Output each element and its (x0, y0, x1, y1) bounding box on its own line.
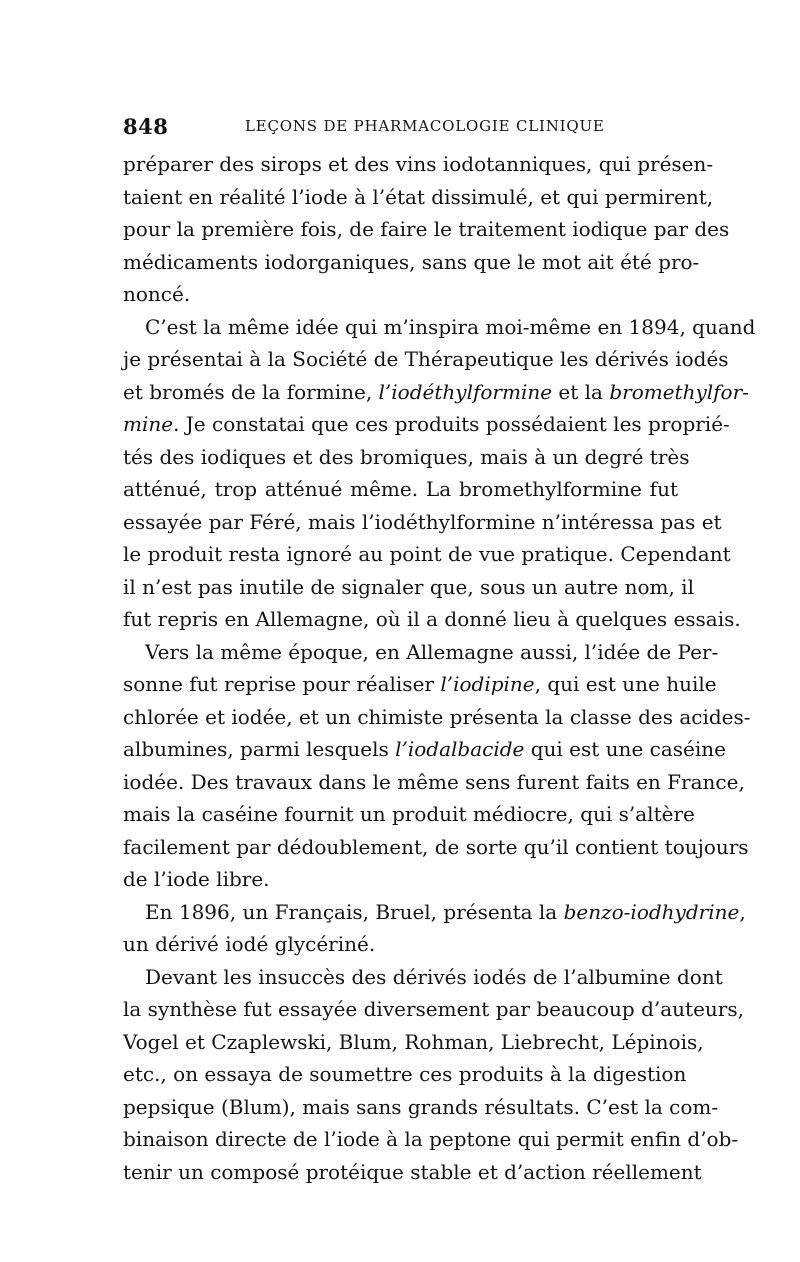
text-line: pour la première fois, de faire le traitement iodique par des (123, 217, 730, 241)
text-line: mais la caséine fournit un produit médiocre, qui s’altère (123, 802, 695, 826)
text-line: préparer des sirops et des vins iodotanniques, qui présen- (123, 152, 714, 176)
text-line: iodée. Des travaux dans le même sens furent faits en France, (123, 769, 745, 794)
text-line: le produit resta ignoré au point de vue pratique. Cependant (123, 542, 731, 566)
text-line: taient en réalité l’iode à l’état dissimulé, et qui permirent, (123, 184, 714, 209)
paragraph-start-line: En 1896, un Français, Bruel, présenta la benzo-iodhydrine, (145, 899, 746, 924)
text-line: la synthèse fut essayée diversement par beaucoup d’auteurs, (123, 997, 744, 1021)
page-header (123, 114, 678, 142)
page-number: 848 (123, 114, 169, 139)
text-line: médicaments iodorganiques, sans que le mot ait été pro- (123, 249, 700, 274)
text-line: et bromés de la formine, l’iodéthylformine et la bromethylfor- (123, 379, 749, 404)
text-line: chlorée et iodée, et un chimiste présenta la classe des acides- (123, 704, 751, 729)
text-line: Vogel et Czaplewski, Blum, Rohman, Liebrecht, Lépinois, (123, 1029, 704, 1054)
text-line: atténué, trop atténué même. La bromethylformine fut (123, 477, 678, 501)
italic-term: bromethylfor- (609, 379, 749, 404)
text-line: essayée par Féré, mais l’iodéthylformine n’intéressa pas et (123, 509, 722, 534)
text-line: albumines, parmi lesquels l’iodalbacide qui est une caséine (123, 737, 726, 761)
text-line: tés des iodiques et des bromiques, mais à un degré très (123, 444, 690, 469)
text-line: un dérivé iodé glycériné. (123, 932, 376, 956)
paragraph-start-line: C’est la même idée qui m’inspira moi-même en 1894, quand (145, 314, 756, 339)
text-line: fut repris en Allemagne, où il a donné lieu à quelques essais. (123, 607, 741, 631)
text-line: je présentai à la Société de Thérapeutique les dérivés iodés (123, 347, 729, 371)
text-line: sonne fut reprise pour réaliser l’iodipine, qui est une huile (123, 672, 717, 696)
text-line: tenir un composé protéique stable et d’action réellement (123, 1159, 702, 1184)
text-line: binaison directe de l’iode à la peptone qui permit enfin d’ob- (123, 1127, 739, 1151)
paragraph-start-line: Devant les insuccès des dérivés iodés de l’albumine dont (145, 964, 723, 989)
text-line: mine. Je constatai que ces produits possédaient les proprié- (123, 412, 730, 436)
italic-term: benzo-iodhydrine (563, 899, 740, 924)
paragraph-start-line: Vers la même époque, en Allemagne aussi, l’idée de Per- (145, 639, 719, 664)
italic-term: l’iodéthylformine (378, 379, 553, 404)
text-line: de l’iode libre. (123, 867, 270, 891)
text-line: etc., on essaya de soumettre ces produits à la digestion (123, 1062, 687, 1086)
running-head: LEÇONS DE PHARMACOLOGIE CLINIQUE (245, 117, 605, 135)
italic-term: l’iodipine (440, 672, 535, 696)
body-text (123, 148, 756, 1188)
text-line: il n’est pas inutile de signaler que, sous un autre nom, il (123, 574, 694, 599)
text-line: facilement par dédoublement, de sorte qu’il contient toujours (123, 834, 749, 859)
text-line: pepsique (Blum), mais sans grands résultats. C’est la com- (123, 1094, 719, 1119)
italic-term: mine (123, 412, 174, 436)
italic-term: l’iodalbacide (395, 737, 525, 761)
text-line: noncé. (123, 282, 191, 306)
